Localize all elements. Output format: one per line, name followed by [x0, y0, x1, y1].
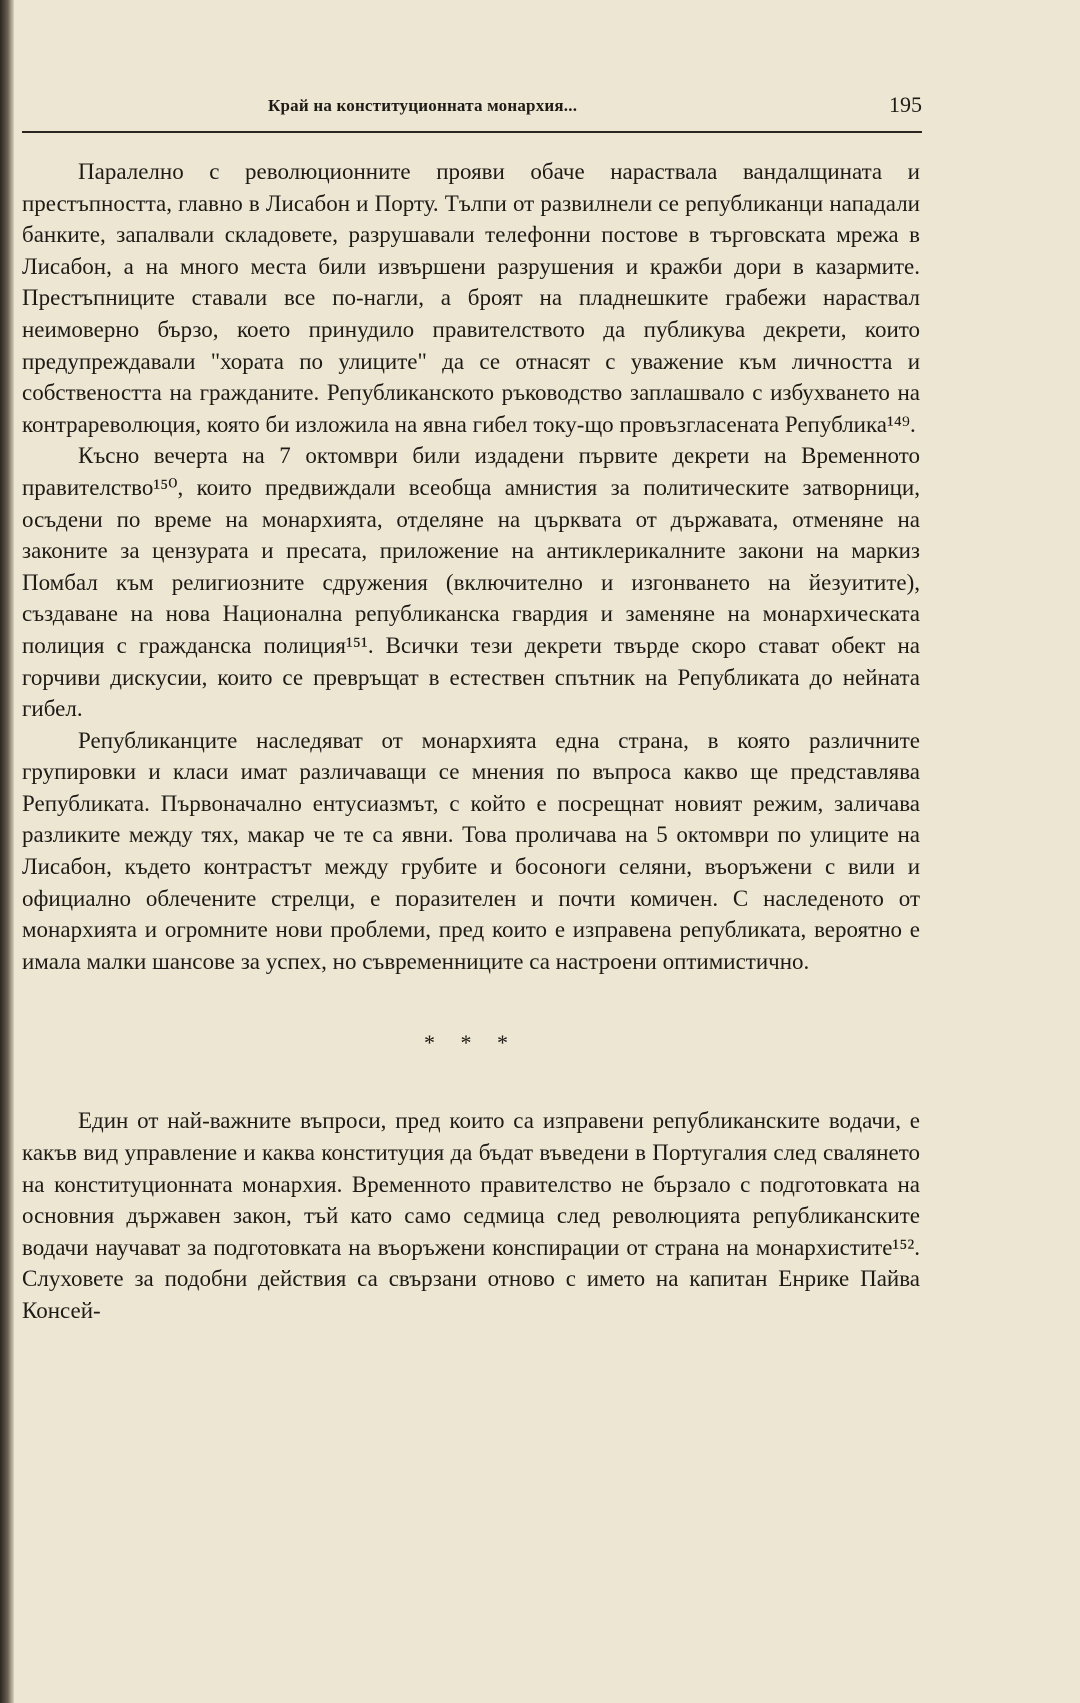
- paragraph-constitution: Един от най-важните въпроси, пред които са изправени републиканските водачи, е какъв вид управление и каква конституция да бъдат въведени в Португалия след свалянето на конституционната монархия. Временното правителство не бързало с подготовката на основния държавен закон, тъй като само седмица след революцията републиканските водачи научават за подготовката на въоръжени конспирации от страна на монархистите¹⁵². Слуховете за подобни действия са свързани отново с името на капитан Енрике Пайва Консей-: [22, 1108, 920, 1323]
- book-spine-shadow: [0, 0, 14, 1703]
- running-title: Край на конституционната монархия...: [268, 96, 578, 115]
- body-text: [22, 156, 920, 1327]
- paragraph-decrees: Късно вечерта на 7 октомври били издадени първите декрети на Временното правителство¹⁵⁰, които предвиждали всеобща амнистия за политическите затворници, осъдени по време на монархията, отделяне на църквата от държавата, отменяне на законите за цензурата и пресата, приложение на антиклерикалните закони на маркиз Помбал към религиозните сдружения (включително и изгонването на йезуитите), създаване на нова Национална републиканска гвардия и заменяне на монархическата полиция с гражданска полиция¹⁵¹. Всички тези декрети твърде скоро стават обект на горчиви дискусии, които се превръщат в естествен спътник на Републиката до нейната гибел.: [22, 443, 920, 722]
- paragraph-republicans: Републиканците наследяват от монархията една страна, в която различните групировки и класи имат различаващи се мнения по въпроса какво ще представлява Републиката. Първоначално ентусиазмът, с който е посрещнат новият режим, заличава разликите между тях, макар че те са явни. Това проличава на 5 октомври по улиците на Лисабон, където контрастът между грубите и босоноги селяни, въоръжени с вили и официално облечените стрелци, е поразителен и почти комичен. С наследеното от монархията и огромните нови проблеми, пред които е изправена републиката, вероятно е имала малки шансове за успех, но съвременниците са настроени оптимистично.: [22, 727, 920, 974]
- paragraph-vandalism: Паралелно с революционните прояви обаче нараствала вандалщината и престъпността, главно в Лисабон и Порту. Тълпи от развилнели се републиканци нападали банките, запалвали складовете, разрушавали телефонни постове в търговската мрежа в Лисабон, а на много места били извършени разрушения и кражби дори в казармите. Престъпниците ставали все по-нагли, а броят на пладнешките грабежи нараствал неимоверно бързо, което принудило правителството да публикува декрети, които предупреждавали "хората по улиците" да се отнасят с уважение към личността и собствеността на гражданите. Републиканското ръководство заплашвало с избухването на контрареволюция, която би изложила на явна гибел току-що провъзгласената Република¹⁴⁹.: [22, 159, 920, 437]
- page-number: 195: [889, 92, 922, 117]
- header-rule: [22, 131, 922, 133]
- section-separator: * * *: [424, 1030, 518, 1056]
- page-header: [22, 92, 922, 126]
